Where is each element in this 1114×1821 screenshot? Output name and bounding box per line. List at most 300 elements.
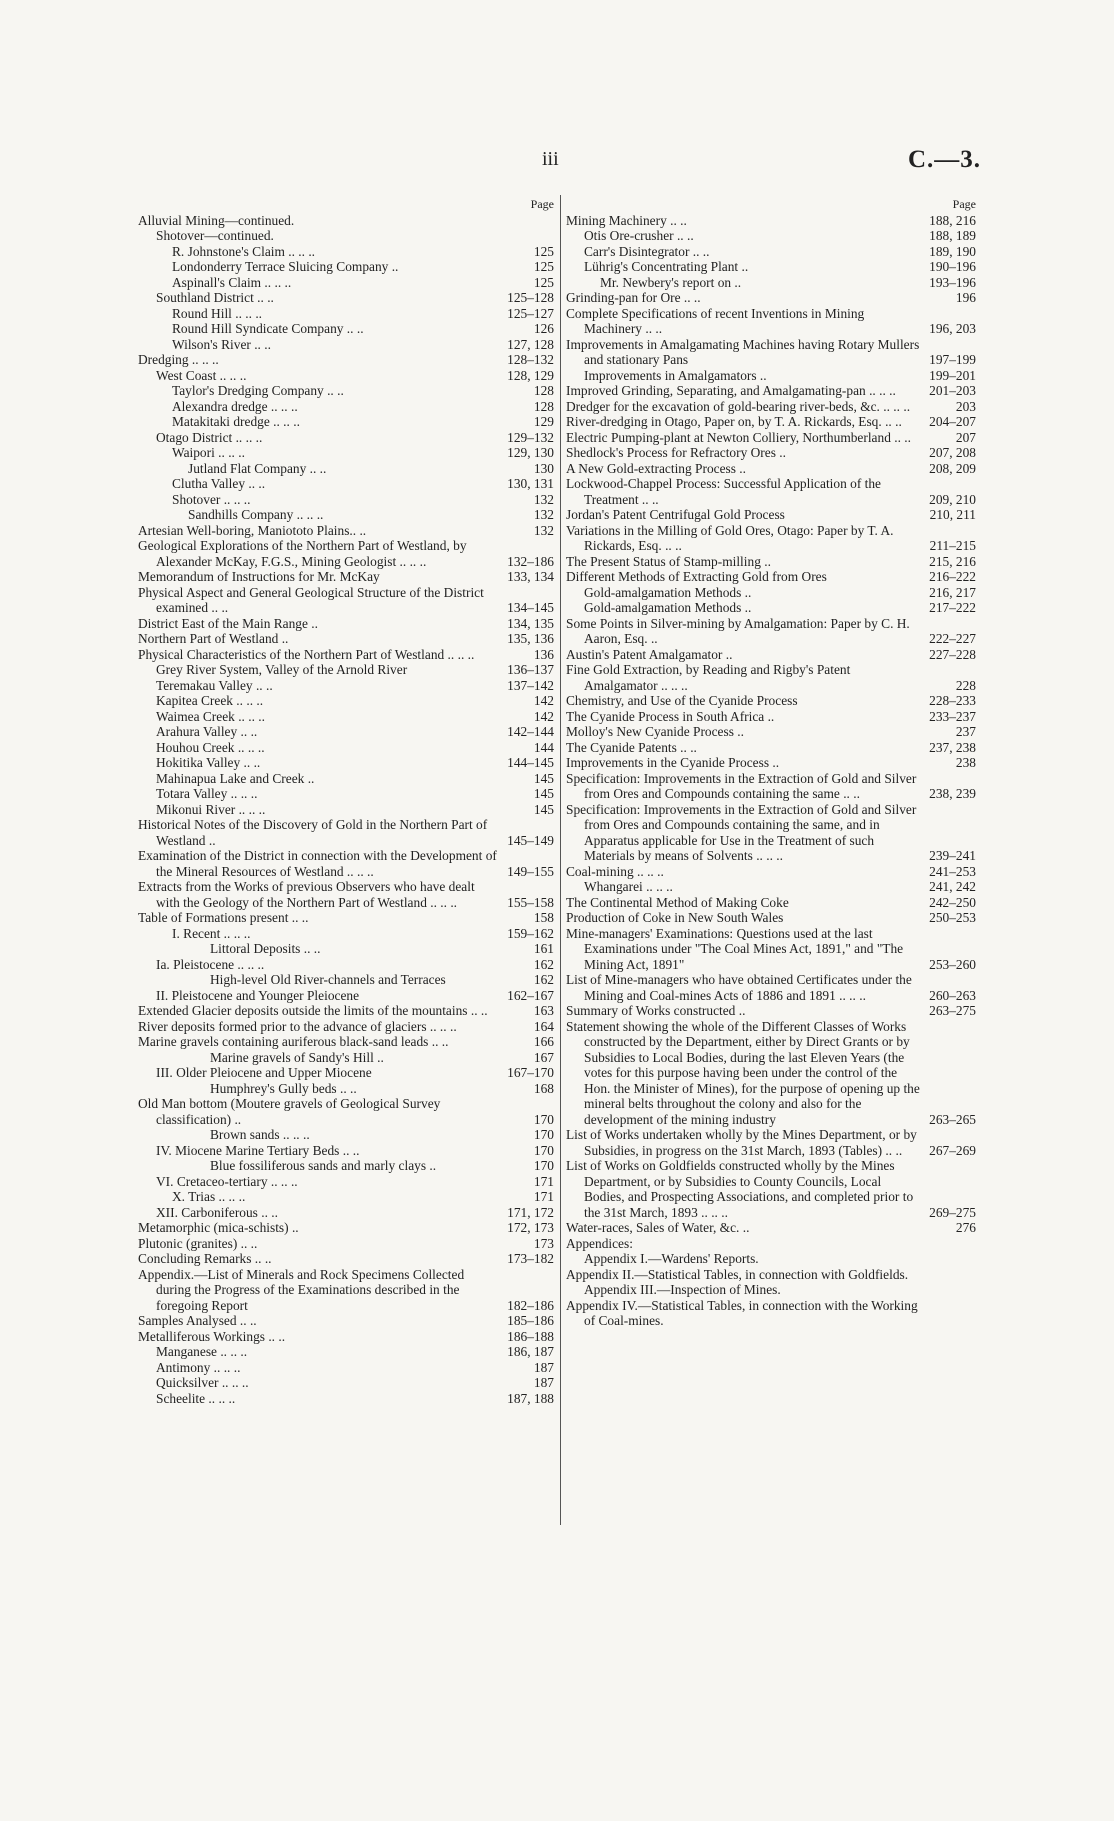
contents-entry	[138, 585, 554, 616]
entry-page: 128, 129	[507, 367, 554, 383]
contents-entry	[566, 879, 976, 895]
entry-page: 130	[533, 460, 554, 476]
entry-title: Improved Grinding, Separating, and Amalgamating-pan .. .. ..	[566, 383, 896, 398]
contents-entry	[566, 569, 976, 585]
entry-page: 142–144	[507, 724, 554, 739]
entry-title: The Present Status of Stamp-milling ..	[566, 553, 771, 569]
contents-entry	[138, 926, 554, 942]
contents-entry	[566, 1220, 976, 1236]
entry-title: Old Man bottom (Moutere gravels of Geological Survey classification) ..	[138, 1096, 441, 1127]
entry-title: Otago District .. .. ..	[156, 429, 263, 445]
contents-entry	[138, 399, 554, 415]
entry-title: Jordan's Patent Centrifugal Gold Process	[566, 507, 785, 522]
entry-title: Antimony .. .. ..	[156, 1359, 241, 1375]
entry-page: 125–128	[507, 290, 554, 305]
entry-page: 189, 190	[929, 243, 976, 259]
entry-title: Southland District .. ..	[156, 290, 274, 305]
contents-entry	[138, 1003, 554, 1019]
entry-title: Dredger for the excavation of gold-bearing river-beds, &c. .. .. ..	[566, 398, 911, 414]
contents-entry	[138, 1127, 554, 1143]
contents-entry	[138, 1313, 554, 1329]
entry-page: 164	[533, 1018, 554, 1034]
entry-page: 144	[533, 739, 554, 755]
entry-page	[922, 1251, 976, 1267]
entry-title: Blue fossiliferous sands and marly clays ..	[210, 1158, 437, 1173]
entry-page: 263–265	[929, 1111, 976, 1127]
entry-page: 228	[955, 677, 976, 693]
column-divider	[560, 195, 561, 1525]
entry-title: Some Points in Silver-mining by Amalgamation: Paper by C. H. Aaron, Esq. ..	[566, 615, 910, 646]
contents-entry	[566, 1127, 976, 1158]
contents-entry	[138, 1050, 554, 1066]
entry-page: 145	[533, 786, 554, 801]
entry-title: The Cyanide Patents .. ..	[566, 739, 697, 755]
contents-entry	[138, 802, 554, 818]
contents-entry	[566, 244, 976, 260]
entry-title: Lührig's Concentrating Plant ..	[584, 259, 749, 274]
entry-title: Geological Explorations of the Northern Part of Westland, by Alexander McKay, F.G.S., Mining Geologist .. .. ..	[138, 538, 467, 569]
entry-title: Hokitika Valley .. ..	[156, 755, 261, 770]
contents-entry	[138, 259, 554, 275]
entry-title: Teremakau Valley .. ..	[156, 677, 273, 693]
contents-entry	[138, 275, 554, 291]
contents-entry	[138, 941, 554, 957]
entry-page: 166	[533, 1034, 554, 1049]
entry-page: 196	[955, 290, 976, 305]
entry-page: 162	[533, 972, 554, 987]
contents-entry	[566, 740, 976, 756]
entry-title: Humphrey's Gully beds .. ..	[210, 1080, 357, 1096]
entry-page: 159–162	[507, 925, 554, 941]
contents-entry	[138, 1096, 554, 1127]
entry-page: 186, 187	[507, 1344, 554, 1359]
contents-entry	[138, 306, 554, 322]
document-id: C.—3.	[908, 146, 982, 173]
entry-page: 173–182	[507, 1251, 554, 1266]
entry-title: Concluding Remarks .. ..	[138, 1251, 272, 1266]
entry-title: Appendix III.—Inspection of Mines.	[584, 1282, 781, 1297]
contents-entry	[138, 740, 554, 756]
entry-title: Appendix I.—Wardens' Reports.	[584, 1251, 759, 1266]
entry-page: 167	[533, 1049, 554, 1065]
contents-entry	[566, 445, 976, 461]
entry-title: Waipori .. .. ..	[172, 445, 245, 460]
entry-title: Manganese .. .. ..	[156, 1344, 248, 1359]
contents-entry	[138, 1205, 554, 1221]
entry-title: Plutonic (granites) .. ..	[138, 1235, 258, 1251]
entry-page: 129, 130	[507, 445, 554, 460]
entry-page: 127, 128	[507, 336, 554, 352]
contents-entry	[566, 1003, 976, 1019]
entry-page	[922, 1282, 976, 1298]
entry-page: 132	[533, 491, 554, 507]
contents-entry	[138, 1360, 554, 1376]
contents-entry	[138, 523, 554, 539]
entry-title: Totara Valley .. .. ..	[156, 786, 258, 801]
entry-page: 199–201	[929, 367, 976, 383]
entry-title: Physical Characteristics of the Northern Part of Westland .. .. ..	[138, 646, 475, 662]
entry-title: Fine Gold Extraction, by Reading and Rigby's Patent Amalgamator .. .. ..	[566, 662, 851, 693]
contents-entry	[138, 476, 554, 492]
entry-page: 167–170	[507, 1065, 554, 1080]
contents-entry	[138, 910, 554, 926]
entry-title: Shotover—continued.	[156, 228, 274, 243]
entry-title: Production of Coke in New South Wales	[566, 910, 784, 925]
entry-page: 228–233	[929, 693, 976, 708]
entry-title: Mikonui River .. .. ..	[156, 801, 266, 817]
contents-entry	[138, 1267, 554, 1314]
contents-entry	[566, 709, 976, 725]
contents-entry	[138, 538, 554, 569]
entry-title: III. Older Pleiocene and Upper Miocene	[156, 1065, 372, 1080]
page-column-label: Page	[952, 197, 976, 211]
contents-entry	[566, 926, 976, 973]
entry-title: Arahura Valley .. ..	[156, 724, 258, 739]
entry-title: Table of Formations present .. ..	[138, 910, 309, 925]
entry-page: 242–250	[929, 894, 976, 910]
contents-entry	[566, 724, 976, 740]
contents-entry	[138, 988, 554, 1004]
entry-title: Ia. Pleistocene .. .. ..	[156, 956, 265, 972]
entry-page: 125	[533, 243, 554, 259]
entry-title: I. Recent .. .. ..	[172, 925, 251, 941]
entry-page: 134–145	[507, 600, 554, 615]
contents-entry	[566, 1282, 976, 1298]
entry-page: 161	[533, 941, 554, 956]
entry-title: Taylor's Dredging Company .. ..	[172, 383, 344, 398]
contents-entry	[566, 693, 976, 709]
entry-page: 132	[533, 507, 554, 522]
entry-title: River-dredging in Otago, Paper on, by T. A. Rickards, Esq. .. ..	[566, 414, 902, 429]
contents-entry	[566, 864, 976, 880]
entry-title: Northern Part of Westland ..	[138, 631, 289, 646]
entry-page: 239–241	[929, 848, 976, 863]
entry-title: Quicksilver .. .. ..	[156, 1375, 249, 1390]
contents-entry	[138, 724, 554, 740]
entry-page: 132	[533, 522, 554, 538]
contents-entry	[566, 306, 976, 337]
contents-entry	[138, 631, 554, 647]
entry-page: 134, 135	[507, 615, 554, 631]
entry-page: 253–260	[929, 956, 976, 972]
contents-entry	[138, 492, 554, 508]
entry-page: 216, 217	[929, 584, 976, 600]
contents-entry	[138, 461, 554, 477]
entry-title: List of Works undertaken wholly by the Mines Department, or by Subsidies, in progress on the 31st March, 1893 (Tables) .. ..	[566, 1127, 917, 1158]
entry-page: 238	[955, 755, 976, 770]
contents-entry	[138, 430, 554, 446]
contents-entry	[138, 1081, 554, 1097]
contents-entry	[138, 957, 554, 973]
contents-entry	[138, 244, 554, 260]
entry-title: Mahinapua Lake and Creek ..	[156, 770, 315, 786]
entry-title: Chemistry, and Use of the Cyanide Process	[566, 693, 798, 708]
contents-entry	[138, 848, 554, 879]
page-number: iii	[542, 148, 559, 170]
contents-entry	[138, 337, 554, 353]
entry-page: 201–203	[929, 383, 976, 398]
entry-title: Coal-mining .. .. ..	[566, 863, 664, 879]
contents-entry	[138, 290, 554, 306]
entry-title: Gold-amalgamation Methods ..	[584, 600, 752, 615]
entry-page: 203	[955, 398, 976, 414]
entry-page: 215, 216	[929, 553, 976, 569]
entry-page: 211–215	[929, 538, 976, 553]
entry-title: Round Hill Syndicate Company .. ..	[172, 321, 364, 336]
entry-title: Metalliferous Workings .. ..	[138, 1328, 286, 1344]
entry-title: VI. Cretaceo-tertiary .. .. ..	[156, 1173, 298, 1189]
entry-title: Appendix II.—Statistical Tables, in connection with Goldfields.	[566, 1266, 909, 1282]
contents-entry	[138, 972, 554, 988]
contents-entry	[138, 213, 554, 229]
entry-page: 227–228	[929, 646, 976, 662]
entry-page: 171	[533, 1189, 554, 1204]
entry-page: 197–199	[929, 352, 976, 367]
entry-page: 250–253	[929, 910, 976, 925]
entry-title: District East of the Main Range ..	[138, 615, 318, 631]
entry-title: II. Pleistocene and Younger Pleiocene	[156, 987, 360, 1003]
entry-page: 260–263	[929, 987, 976, 1003]
entry-title: Carr's Disintegrator .. ..	[584, 243, 710, 259]
entry-page: 132–186	[507, 553, 554, 569]
contents-entry	[566, 1251, 976, 1267]
contents-entry	[138, 755, 554, 771]
entry-page	[500, 228, 554, 244]
contents-entry	[566, 1019, 976, 1128]
contents-entry	[566, 600, 976, 616]
entry-title: Complete Specifications of recent Inventions in Mining Machinery .. ..	[566, 305, 865, 336]
entry-page: 188, 189	[929, 228, 976, 243]
entry-page: 172, 173	[507, 1220, 554, 1235]
entry-page: 145–149	[507, 832, 554, 848]
entry-title: Brown sands .. .. ..	[210, 1127, 310, 1142]
entry-page: 187	[533, 1359, 554, 1375]
contents-entry	[138, 1065, 554, 1081]
entry-title: Matakitaki dredge .. .. ..	[172, 414, 300, 429]
contents-entry	[138, 569, 554, 585]
entry-title: Improvements in the Cyanide Process ..	[566, 755, 780, 770]
entry-page: 136	[533, 646, 554, 662]
entry-page: 171, 172	[507, 1204, 554, 1220]
entry-page: 126	[533, 321, 554, 336]
entry-title: Metamorphic (mica-schists) ..	[138, 1220, 299, 1235]
entry-title: Extracts from the Works of previous Observers who have dealt with the Geology of the Northern Part of Westland .. .. ..	[138, 879, 475, 910]
contents-entry	[138, 1251, 554, 1267]
contents-entry	[138, 647, 554, 663]
entry-title: List of Works on Goldfields constructed wholly by the Mines Department, or by Subsidies to County Councils, Local Bodies, and Prospecting Associations, and completed prior to the 31st March, 1893 .. .. ..	[566, 1158, 914, 1220]
contents-entry	[566, 523, 976, 554]
entry-title: Austin's Patent Amalgamator ..	[566, 646, 733, 662]
entry-title: XII. Carboniferous .. ..	[156, 1204, 278, 1220]
entry-title: Extended Glacier deposits outside the limits of the mountains .. ..	[138, 1003, 488, 1018]
entry-page: 238, 239	[929, 786, 976, 801]
entry-title: Statement showing the whole of the Different Classes of Works constructed by the Department, either by Direct Grants or by Subsidies to Local Bodies, during the last Eleven Years (the votes for this purpose having been under the control of the Hon. the Minister of Mines), for the purpose of opening up the mineral belts throughout the colony and also for the development of the mining industry	[566, 1018, 920, 1127]
entry-title: Water-races, Sales of Water, &c. ..	[566, 1220, 750, 1235]
entry-title: Londonderry Terrace Sluicing Company ..	[172, 259, 399, 274]
contents-entry	[138, 678, 554, 694]
entry-page: 187	[533, 1375, 554, 1390]
contents-entry	[566, 507, 976, 523]
entry-title: Samples Analysed .. ..	[138, 1313, 257, 1328]
entry-title: Appendix IV.—Statistical Tables, in connection with the Working of Coal-mines.	[566, 1297, 918, 1328]
contents-entry	[566, 662, 976, 693]
contents-column-right	[566, 197, 976, 1329]
entry-title: Marine gravels containing auriferous black-sand leads .. ..	[138, 1034, 449, 1049]
contents-entry	[138, 1375, 554, 1391]
contents-column-left	[138, 197, 554, 1406]
contents-entry	[566, 585, 976, 601]
entry-title: Clutha Valley .. ..	[172, 476, 266, 491]
contents-entry	[566, 972, 976, 1003]
contents-entry	[138, 1019, 554, 1035]
entry-page: 128	[533, 398, 554, 414]
entry-page: 204–207	[929, 414, 976, 429]
entry-page: 241, 242	[929, 879, 976, 894]
contents-entry	[566, 802, 976, 864]
entry-title: Houhou Creek .. .. ..	[156, 739, 265, 755]
entry-title: A New Gold-extracting Process ..	[566, 460, 746, 476]
entry-title: Grinding-pan for Ore .. ..	[566, 290, 701, 305]
contents-entry	[566, 1298, 976, 1329]
entry-title: Different Methods of Extracting Gold from Ores	[566, 569, 827, 584]
entry-title: Physical Aspect and General Geological Structure of the District examined .. ..	[138, 584, 484, 615]
contents-entry	[566, 368, 976, 384]
entry-page: 128	[533, 383, 554, 398]
entry-title: Summary of Works constructed ..	[566, 1003, 746, 1018]
entry-page	[500, 213, 554, 229]
entry-title: Dredging .. .. ..	[138, 352, 219, 367]
entry-title: Littoral Deposits .. ..	[210, 941, 321, 956]
entry-page: 133, 134	[507, 569, 554, 584]
entry-title: West Coast .. .. ..	[156, 367, 247, 383]
entry-title: Improvements in Amalgamators ..	[584, 367, 767, 383]
contents-entry	[566, 337, 976, 368]
contents-entry	[566, 1267, 976, 1283]
contents-list-right	[566, 213, 976, 1329]
contents-entry	[138, 228, 554, 244]
entry-title: Kapitea Creek .. .. ..	[156, 693, 264, 708]
entry-title: Examination of the District in connection with the Development of the Mineral Resources of Westland .. .. ..	[138, 848, 497, 879]
entry-page: 129–132	[507, 429, 554, 445]
contents-entry	[566, 213, 976, 229]
contents-entry	[138, 709, 554, 725]
entry-title: Whangarei .. .. ..	[584, 879, 673, 894]
entry-title: Historical Notes of the Discovery of Gold in the Northern Part of Westland ..	[138, 817, 488, 848]
contents-entry	[566, 383, 976, 399]
entry-title: Alluvial Mining—continued.	[138, 212, 295, 228]
entry-page: 163	[533, 1003, 554, 1018]
entry-page: 216–222	[929, 569, 976, 584]
entry-page: 170	[533, 1111, 554, 1127]
entry-page: 142	[533, 693, 554, 708]
contents-list-left	[138, 213, 554, 1407]
contents-entry	[566, 771, 976, 802]
entry-page: 170	[533, 1142, 554, 1158]
entry-page: 217–222	[929, 600, 976, 615]
entry-title: The Cyanide Process in South Africa ..	[566, 708, 775, 724]
entry-page: 237, 238	[929, 739, 976, 755]
entry-title: Variations in the Milling of Gold Ores, Otago: Paper by T. A. Rickards, Esq. .. ..	[566, 522, 894, 553]
contents-entry	[566, 1236, 976, 1252]
entry-title: Round Hill .. .. ..	[172, 305, 263, 321]
entry-title: Shedlock's Process for Refractory Ores ..	[566, 445, 786, 460]
entry-title: Memorandum of Instructions for Mr. McKay	[138, 569, 380, 584]
contents-entry	[138, 693, 554, 709]
entry-title: Molloy's New Cyanide Process ..	[566, 724, 744, 739]
contents-entry	[138, 1329, 554, 1345]
contents-entry	[566, 461, 976, 477]
entry-page: 155–158	[507, 894, 554, 910]
entry-page: 142	[533, 708, 554, 724]
contents-entry	[138, 1189, 554, 1205]
entry-page: 207, 208	[929, 445, 976, 460]
entry-page: 233–237	[929, 708, 976, 724]
entry-title: X. Trias .. .. ..	[172, 1189, 246, 1204]
entry-title: Improvements in Amalgamating Machines having Rotary Mullers and stationary Pans	[566, 336, 920, 367]
entry-title: Artesian Well-boring, Maniototo Plains.. ..	[138, 522, 367, 538]
entry-page: 222–227	[929, 631, 976, 646]
entry-title: Wilson's River .. ..	[172, 336, 271, 352]
contents-entry	[138, 321, 554, 337]
entry-page: 186–188	[507, 1328, 554, 1344]
entry-page: 187, 188	[507, 1390, 554, 1406]
entry-page: 125–127	[507, 305, 554, 321]
entry-title: Specification: Improvements in the Extraction of Gold and Silver from Ores and Compounds containing the same .. ..	[566, 770, 917, 801]
entry-title: Alexandra dredge .. .. ..	[172, 398, 298, 414]
entry-page: 182–186	[507, 1297, 554, 1313]
contents-entry	[138, 1143, 554, 1159]
entry-page: 125	[533, 259, 554, 274]
contents-entry	[138, 352, 554, 368]
entry-page: 162	[533, 956, 554, 972]
entry-title: Mine-managers' Examinations: Questions used at the last Examinations under "The Coal Mines Act, 1891," and "The Mining Act, 1891"	[566, 925, 904, 972]
entry-page: 129	[533, 414, 554, 429]
contents-entry	[138, 414, 554, 430]
entry-page: 193–196	[929, 274, 976, 290]
contents-entry	[566, 755, 976, 771]
entry-page: 130, 131	[507, 476, 554, 491]
entry-title: Mining Machinery .. ..	[566, 212, 687, 228]
entry-page: 162–167	[507, 987, 554, 1003]
entry-page	[922, 1236, 976, 1252]
contents-entry	[566, 259, 976, 275]
contents-entry	[138, 383, 554, 399]
entry-page: 237	[955, 724, 976, 739]
entry-page: 144–145	[507, 755, 554, 770]
entry-page: 209, 210	[929, 491, 976, 507]
entry-page: 263–275	[929, 1003, 976, 1018]
entry-title: Lockwood-Chappel Process: Successful Application of the Treatment .. ..	[566, 476, 881, 507]
contents-entry	[138, 1236, 554, 1252]
contents-entry	[566, 1158, 976, 1220]
contents-entry	[138, 1391, 554, 1407]
contents-entry	[138, 1174, 554, 1190]
contents-entry	[138, 786, 554, 802]
entry-page: 170	[533, 1127, 554, 1142]
entry-title: Electric Pumping-plant at Newton Colliery, Northumberland .. ..	[566, 429, 911, 445]
entry-title: Sandhills Company .. .. ..	[188, 507, 324, 522]
entry-title: Scheelite .. .. ..	[156, 1390, 236, 1406]
entry-page: 267–269	[929, 1142, 976, 1158]
entry-title: Grey River System, Valley of the Arnold River	[156, 662, 408, 677]
entry-page: 158	[533, 910, 554, 925]
entry-page: 196, 203	[929, 321, 976, 336]
contents-entry	[566, 430, 976, 446]
entry-page: 137–142	[507, 677, 554, 693]
contents-entry	[566, 616, 976, 647]
entry-page: 128–132	[507, 352, 554, 367]
entry-page: 269–275	[929, 1204, 976, 1220]
